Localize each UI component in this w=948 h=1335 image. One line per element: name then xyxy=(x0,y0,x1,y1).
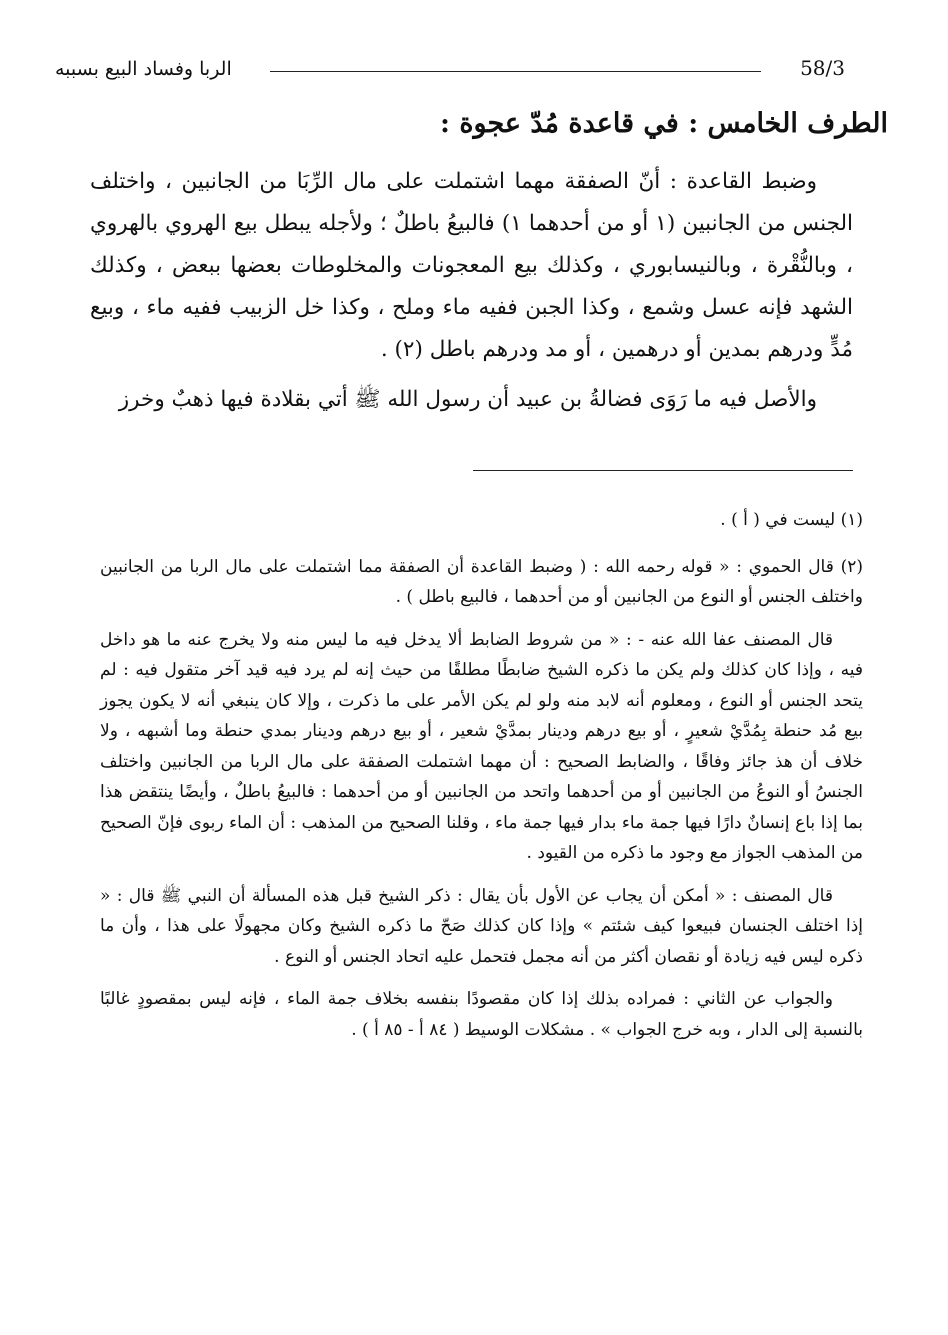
running-title: الربا وفساد البيع بسببه xyxy=(55,58,232,80)
footnote-2-continuation: قال المصنف عفا الله عنه - : « من شروط الضابط ألا يدخل فيه ما ليس منه ولا يخرج عنه ما هو داخل فيه ، وإذا كان كذلك ولم يكن ما ذكره الشيخ ضابطًا مطلقًا من حيث إنه لم يرد فيه قيد آخر متقول فيه : لم يتحد الجنس أو النوع ، ومعلوم أنه لابد منه ولو لم يكن الأمر على ما ذكرت ، وإلا كان ينبغي أنه لا يكون يجوز بيع مُد حنطة بِمُدَّيْ شعيرٍ ، أو بيع درهم ودينار بمدَّيْ شعير ، أو بيع درهم ودينار بمدي حنطة وما أشبهه ، ولا خلاف أن هذ جائز وفاقًا ، والضابط الصحيح : أن مهما اشتملت الصفقة على مال الربا من الجانبين واختلف الجنسُ أو النوعُ من الجانبين أو من أحدهما واتحد من الجانبين أو من أحدهما : فالبيعُ باطلٌ ، وأيضًا ينتقض هذا بما إذا باع إنسانٌ دارًا فيها جمة ماء بدار فيها جمة ماء ، وقلنا الصحيح من المذهب : أن الماء ربوى فإنّ الصحيح من المذهب الجواز مع وجود ما ذكره من القيود . xyxy=(100,629,863,863)
footnotes xyxy=(100,505,863,1057)
footnote-2: (٢) قال الحموي : « قوله رحمه الله : ( وضبط القاعدة أن الصفقة مما اشتملت على مال الربا من الجانبين واختلف الجنس أو النوع من الجانبين أو من أحدهما ، فالبيع باطل ) . xyxy=(100,556,863,607)
body-paragraph: وضبط القاعدة : أنّ الصفقة مهما اشتملت على مال الرِّبَا من الجانبين ، واختلف الجنس من الجانبين (١ أو من أحدهما ١) فالبيعُ باطلٌ ؛ ولأجله يبطل بيع الهروي بالهروي ، وبالنُّقْرة ، وبالنيسابوري ، وكذلك بيع المعجونات والمخلوطات بعضها ببعض ، وكذلك الشهد فإنه عسل وشمع ، وكذا الجبن ففيه ماء وملح ، وكذا خل الزبيب ففيه ماء ، وبيع مُدٍّ ودرهم بمدين أو درهمين ، أو مد ودرهم باطل (٢) . xyxy=(90,169,853,362)
body-paragraph: والأصل فيه ما رَوَى فضالةُ بن عبيد أن رسول الله ﷺ أتي بقلادة فيها ذهبٌ وخرز xyxy=(118,387,817,412)
page-number: 58/3 xyxy=(800,56,845,80)
footnote-2-continuation: والجواب عن الثاني : فمراده بذلك إذا كان مقصودًا بنفسه بخلاف جمة الماء ، فإنه ليس بمقصودٍ غالبًا بالنسبة إلى الدار ، وبه خرج الجواب » . مشكلات الوسيط ( ٨٤ أ - ٨٥ أ ) . xyxy=(100,989,863,1040)
page-header xyxy=(55,56,845,96)
footnote-separator xyxy=(473,470,853,471)
footnote-2-continuation: قال المصنف : « أمكن أن يجاب عن الأول بأن يقال : ذكر الشيخ قبل هذه المسألة أن النبي ﷺ قال : « إذا اختلف الجنسان فبيعوا كيف شئتم » وإذا كان كذلك صَحّ ما ذكره الشيخ وكان مجهولًا على هذا ، وأن ما ذكره ليس فيه زيادة أو نقصان أكثر من أنه مجمل فتحمل عليه اتحاد الجنس أو النوع . xyxy=(100,885,863,967)
header-rule xyxy=(270,71,761,72)
main-text xyxy=(90,108,888,421)
footnote-1: (١) ليست في ( أ ) . xyxy=(720,510,863,530)
section-title: الطرف الخامس : في قاعدة مُدّ عجوة : xyxy=(439,108,888,139)
